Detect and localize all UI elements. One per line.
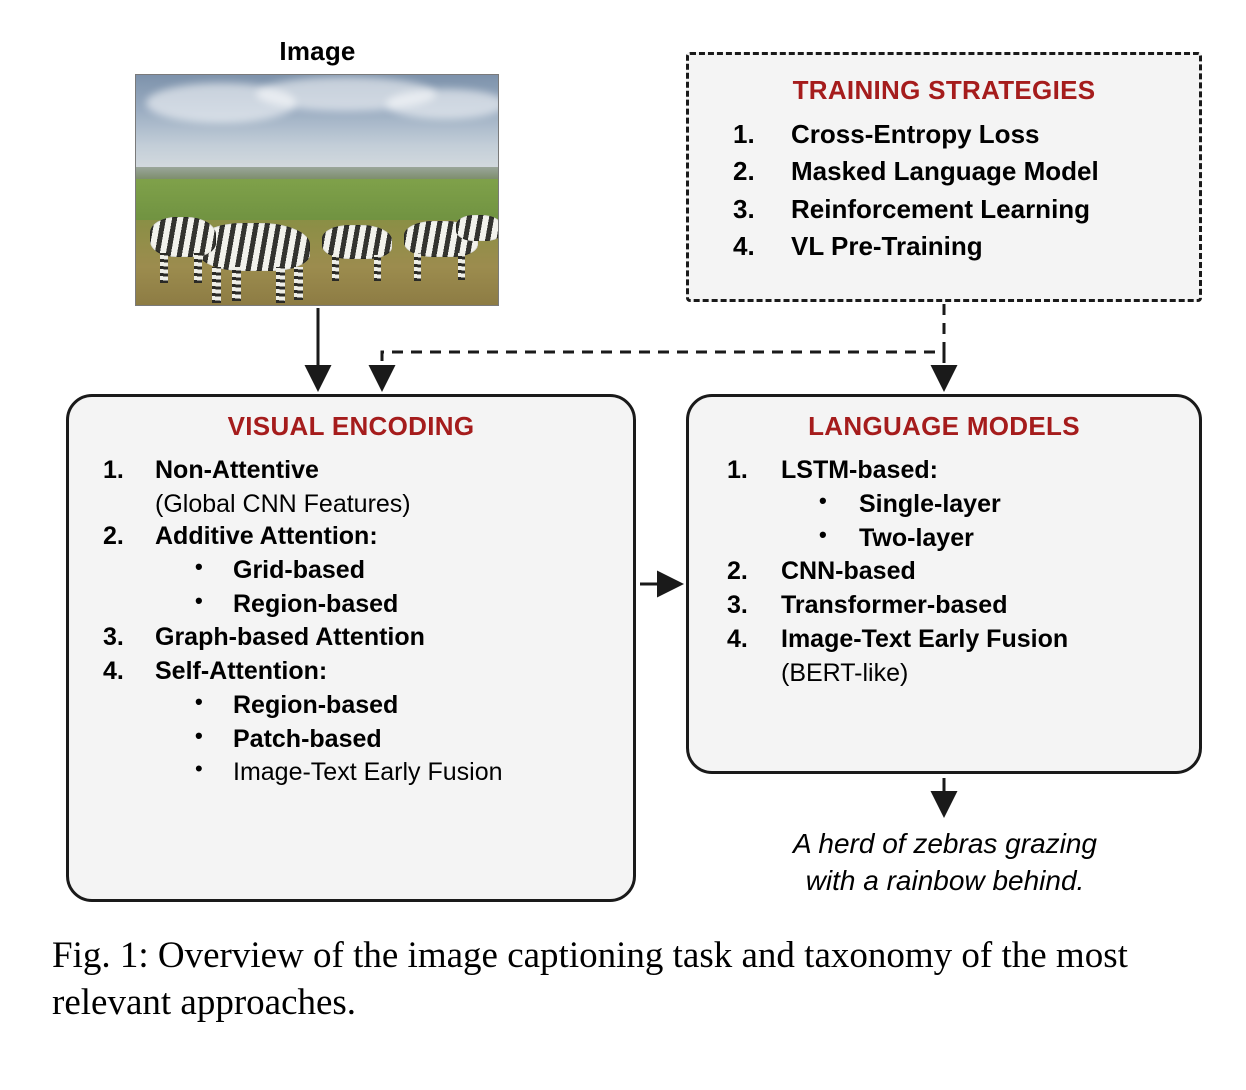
- sub-item-label: Two-layer: [859, 523, 974, 552]
- training-strategies-box: [686, 52, 1202, 302]
- training-strategies-list: [689, 118, 1199, 263]
- item-number: 1.: [727, 456, 748, 484]
- bullet-icon: •: [195, 722, 203, 748]
- zebra-leg: [160, 253, 168, 283]
- item-number: 3.: [727, 591, 748, 619]
- list-item: [689, 230, 1199, 263]
- list-item: [689, 623, 1199, 655]
- zebra-leg: [232, 267, 241, 301]
- item-note: (Global CNN Features): [155, 490, 411, 518]
- item-number: 1.: [103, 456, 124, 484]
- list-item: [689, 155, 1199, 188]
- language-models-title: LANGUAGE MODELS: [808, 411, 1080, 441]
- item-label: Reinforcement Learning: [791, 193, 1091, 224]
- sub-list-item: [69, 588, 633, 621]
- zebra-leg: [194, 253, 202, 283]
- sub-item-label: Region-based: [233, 589, 399, 618]
- input-image: [135, 74, 499, 306]
- bullet-icon: •: [819, 521, 827, 547]
- zebra-leg: [414, 253, 421, 281]
- sub-item-label: Region-based: [233, 691, 399, 719]
- generated-caption-line2: with a rainbow behind.: [805, 864, 1085, 896]
- sub-item-label: Single-layer: [859, 490, 1001, 518]
- item-label: VL Pre-Training: [791, 230, 983, 261]
- item-number: 3.: [103, 623, 124, 651]
- bullet-icon: •: [819, 488, 827, 513]
- list-item: [69, 655, 633, 687]
- list-item: [69, 454, 633, 486]
- item-label: Graph-based Attention: [155, 623, 425, 651]
- sub-item-label: Patch-based: [233, 724, 382, 753]
- sub-list: [689, 488, 1199, 554]
- item-note: (BERT-like): [781, 659, 909, 687]
- visual-encoding-title: VISUAL ENCODING: [227, 411, 475, 441]
- generated-caption: [700, 826, 1190, 900]
- training-strategies-title: TRAINING STRATEGIES: [792, 75, 1096, 105]
- generated-caption-line1: A herd of zebras grazing: [792, 828, 1098, 859]
- visual-encoding-box: [66, 394, 636, 902]
- list-item: [69, 621, 633, 653]
- bullet-icon: •: [195, 554, 203, 579]
- arrow-training-to-visual: [382, 304, 944, 386]
- list-item: [689, 193, 1199, 226]
- bullet-icon: •: [195, 756, 203, 781]
- bullet-icon: •: [195, 587, 203, 613]
- list-item: [689, 454, 1199, 486]
- zebra-leg: [332, 255, 339, 281]
- sub-list-item: [69, 723, 633, 756]
- item-label: LSTM-based:: [781, 456, 938, 484]
- sub-list-item: [689, 488, 1199, 521]
- item-label: Additive Attention:: [155, 522, 378, 550]
- item-label: Cross-Entropy Loss: [791, 119, 1040, 149]
- zebra-shape: [150, 217, 216, 257]
- language-models-list: [689, 454, 1199, 689]
- zebra-leg: [294, 267, 303, 300]
- sub-list-item: [69, 756, 633, 789]
- sub-item-label: Image-Text Early Fusion: [233, 758, 503, 786]
- figure-caption: Fig. 1: Overview of the image captioning task and taxonomy of the most relevant approaches.: [52, 935, 1128, 1024]
- item-label: CNN-based: [781, 557, 916, 585]
- item-number: 4.: [727, 625, 748, 653]
- item-label: Non-Attentive: [155, 456, 319, 484]
- sub-list-item: [69, 554, 633, 587]
- image-panel-label: Image: [279, 36, 356, 66]
- zebra-leg: [276, 267, 285, 303]
- item-number: 3.: [733, 193, 755, 224]
- item-label: Masked Language Model: [791, 156, 1099, 187]
- item-number: 1.: [733, 119, 755, 149]
- zebra-leg: [212, 267, 221, 303]
- sub-list-item: [689, 522, 1199, 555]
- language-models-box: [686, 394, 1202, 774]
- bullet-icon: •: [195, 689, 203, 714]
- zebra-leg: [374, 255, 381, 281]
- sub-list-item: [69, 689, 633, 722]
- zebra-leg: [458, 253, 465, 280]
- item-number: 4.: [103, 657, 124, 685]
- sub-list: [69, 689, 633, 789]
- visual-encoding-list: [69, 454, 633, 789]
- list-item: [69, 520, 633, 552]
- list-item: [689, 118, 1199, 151]
- item-number: 4.: [733, 230, 755, 261]
- item-label: Self-Attention:: [155, 657, 328, 685]
- list-item: [689, 555, 1199, 587]
- item-label: Transformer-based: [781, 591, 1008, 619]
- sub-list: [69, 554, 633, 620]
- sub-item-label: Grid-based: [233, 556, 365, 584]
- list-item: [689, 589, 1199, 621]
- zebra-shape: [456, 215, 499, 241]
- item-number: 2.: [733, 156, 755, 187]
- zebra-shape: [322, 225, 392, 259]
- item-number: 2.: [727, 557, 748, 585]
- item-number: 2.: [103, 522, 124, 550]
- item-label: Image-Text Early Fusion: [781, 625, 1069, 653]
